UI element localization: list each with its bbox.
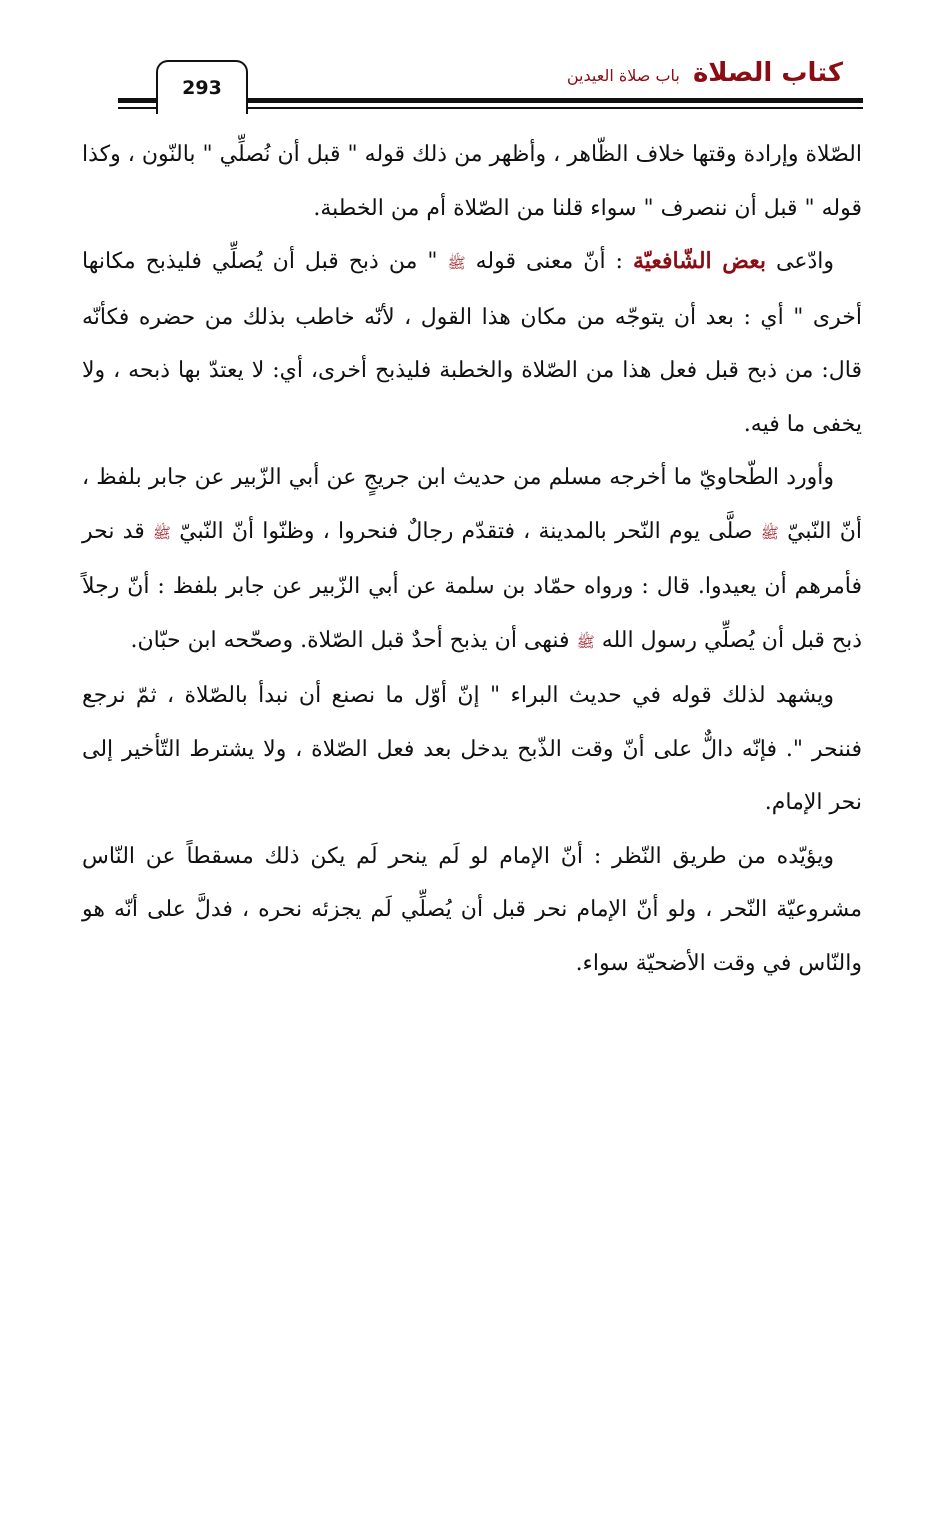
paragraph-3-text-b: صلَّى يوم النّحر بالمدينة ، فتقدّم رجالٌ فنحروا ، وظنّوا أنّ النّبيّ xyxy=(179,518,753,544)
salutation-glyph: ﷺ xyxy=(447,254,466,272)
paragraph-3-text-a: وأورد الطّحاويّ ما أخرجه مسلم من حديث ابن جريجٍ عن أبي الزّبير عن جابر بلفظ ، أنّ النّبيّ xyxy=(82,465,862,544)
book-title: كتاب الصلاة xyxy=(692,58,843,88)
paragraph-2-text-b: : أنّ معنى قوله xyxy=(475,249,623,274)
paragraph-3 xyxy=(82,451,862,669)
chapter-title: باب صلاة العيدين xyxy=(566,66,680,85)
paragraph-5: ويؤيّده من طريق النّظر : أنّ الإمام لو لَم ينحر لَم يكن ذلك مسقطاً عن النّاس مشروعيّة النّحر ، ولو أنّ الإمام نحر قبل أن يُصلِّي لَم يجزئه نحره ، فدلَّ على أنّه هو والنّاس في وقت الأضحيّة سواء. xyxy=(82,843,862,976)
salutation-glyph: ﷺ xyxy=(576,632,595,651)
page-number: 293 xyxy=(156,60,248,114)
paragraph-3-text-c: قد نحر فأمرهم أن يعيدوا. قال : ورواه حمّاد بن سلمة عن أبي الزّبير عن جابر بلفظ : أنّ رجلاً ذبح قبل أن يُصلِّي رسول الله xyxy=(82,518,862,653)
paragraph-2-text-c: " من ذبح قبل أن يُصلِّي فليذبح مكانها أخرى " أي : بعد أن يتوجّه من مكان هذا القول ، لأنّه خاطب بذلك من حضره فكأنّه قال: من ذبح قبل فعل هذا من الصّلاة والخطبة فليذبح أخرى، أي: لا يعتدّ بها ذبحه ، ولا يخفى ما فيه. xyxy=(82,249,862,437)
paragraph-2 xyxy=(82,235,862,451)
salutation-glyph: ﷺ xyxy=(152,523,172,542)
paragraph-4: ويشهد لذلك قوله في حديث البراء " إنّ أوّل ما نصنع أن نبدأ بالصّلاة ، ثمّ نرجع فننحر ". فإنّه دالٌّ على أنّ وقت الذّبح يدخل بعد فعل الصّلاة ، ولا يشترط التّأخير إلى نحر الإمام. xyxy=(82,683,862,815)
salutation-glyph: ﷺ xyxy=(760,523,779,542)
highlighted-phrase: بعض الشّافعيّة xyxy=(632,248,766,274)
page-body xyxy=(82,128,862,990)
page-header xyxy=(118,52,863,112)
paragraph-2-text-a: وادّعى xyxy=(775,249,834,274)
paragraph-3-text-d: فنهى أن يذبح أحدٌ قبل الصّلاة. وصحّحه ابن حبّان. xyxy=(130,627,570,653)
paragraph-1: الصّلاة وإرادة وقتها خلاف الظّاهر ، وأظهر من ذلك قوله " قبل أن نُصلِّي " بالنّون ، وكذا قوله " قبل أن ننصرف " سواء قلنا من الصّلاة أم من الخطبة. xyxy=(82,142,862,221)
header-titles xyxy=(567,58,843,88)
